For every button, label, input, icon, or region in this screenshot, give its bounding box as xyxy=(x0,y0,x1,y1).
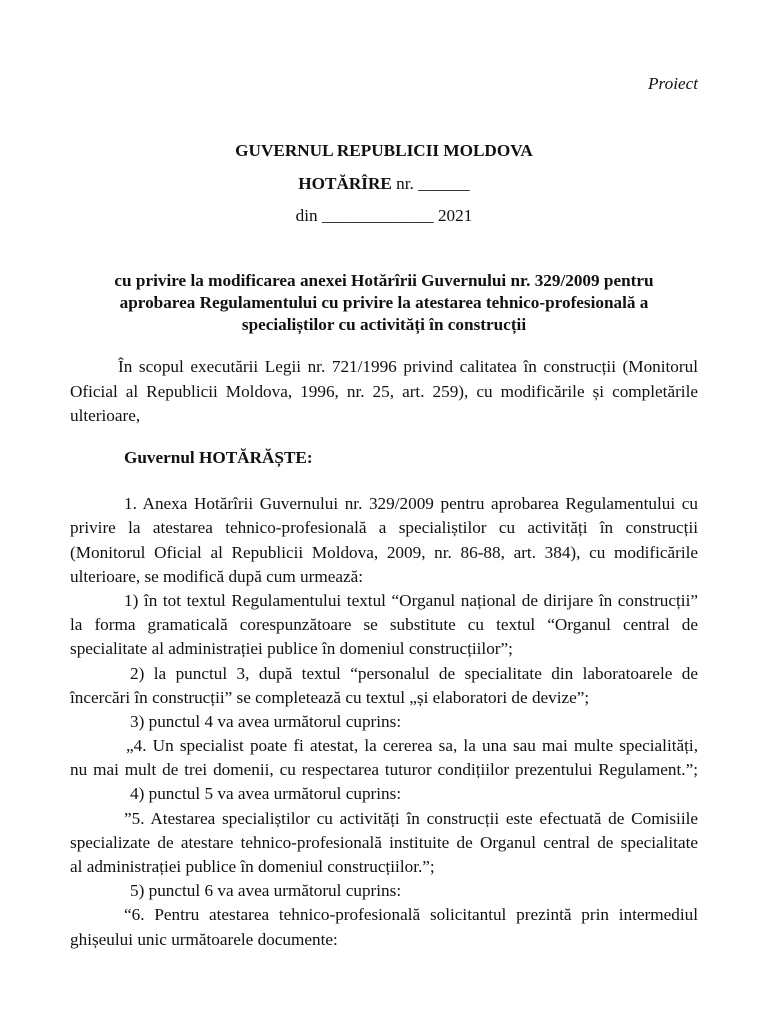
decision-heading xyxy=(70,173,698,195)
body-line: 5) punctul 6 va avea următorul cuprins: xyxy=(130,881,402,900)
decision-number: nr. ______ xyxy=(391,174,470,193)
body-line: specializate de atestare tehnico-profesională instituite de Organul central de specialitate xyxy=(70,833,698,852)
body-line: ulterioare, se modifică după cum urmează: xyxy=(70,567,364,586)
body-line: 1) în tot textul Regulamentului textul “Organul național de dirijare în construcții” xyxy=(124,591,698,610)
body-line: ”5. Atestarea specialiștilor cu activități în construcții este efectuată de Comisiile xyxy=(124,809,698,828)
title-line: aprobarea Regulamentului cu privire la atestarea tehnico-profesională a xyxy=(119,293,649,312)
title-line: specialiștilor cu activități în construcții xyxy=(241,315,527,334)
preamble-line: ulterioare, xyxy=(70,406,141,425)
body-line: privire la atestarea tehnico-profesională a specialiștilor cu activități în construcții xyxy=(70,518,698,537)
body-line: (Monitorul Oficial al Republicii Moldova, 2009, nr. 86-88, art. 384), cu modificările xyxy=(70,543,698,562)
body-line: 1. Anexa Hotărîrii Guvernului nr. 329/2009 pentru aprobarea Regulamentului cu xyxy=(124,494,698,513)
decision-date: din _____________ 2021 xyxy=(295,206,473,225)
decides-heading: Guvernul HOTĂRĂȘTE: xyxy=(124,448,313,467)
preamble-line: Oficial al Republicii Moldova, 1996, nr. 25, art. 259), cu modificările și completările xyxy=(70,382,698,401)
body-line: 3) punctul 4 va avea următorul cuprins: xyxy=(130,712,402,731)
body-line: încercări în construcții” se completează cu textul „și elaboratori de devize”; xyxy=(70,688,590,707)
government-heading: GUVERNUL REPUBLICII MOLDOVA xyxy=(235,141,533,160)
body-line: al administrației publice în domeniul construcțiilor.”; xyxy=(70,857,435,876)
body-line: 2) la punctul 3, după textul “personalul de specialitate din laboratoarele de xyxy=(130,664,698,683)
preamble-line: În scopul executării Legii nr. 721/1996 privind calitatea în construcții (Monitorul xyxy=(118,357,698,376)
decision-word: HOTĂRÎRE xyxy=(298,174,392,193)
body-line: la forma gramaticală corespunzătoare se substitute cu textul “Organul central de xyxy=(70,615,698,634)
body-line: specialitate al administrației publice în domeniul construcțiilor”; xyxy=(70,639,513,658)
project-label: Proiect xyxy=(648,74,698,93)
body-line: 4) punctul 5 va avea următorul cuprins: xyxy=(130,784,402,803)
body-line: “6. Pentru atestarea tehnico-profesională solicitantul prezintă prin intermediul xyxy=(124,905,698,924)
body-line: „4. Un specialist poate fi atestat, la cererea sa, la una sau mai multe specialități, xyxy=(126,736,698,755)
title-line: cu privire la modificarea anexei Hotărîrii Guvernului nr. 329/2009 pentru xyxy=(114,271,654,290)
body-line: nu mai mult de trei domenii, cu respectarea tuturor condițiilor prezentului Regulament.”; xyxy=(70,760,698,779)
body-line: ghișeului unic următoarele documente: xyxy=(70,930,338,949)
